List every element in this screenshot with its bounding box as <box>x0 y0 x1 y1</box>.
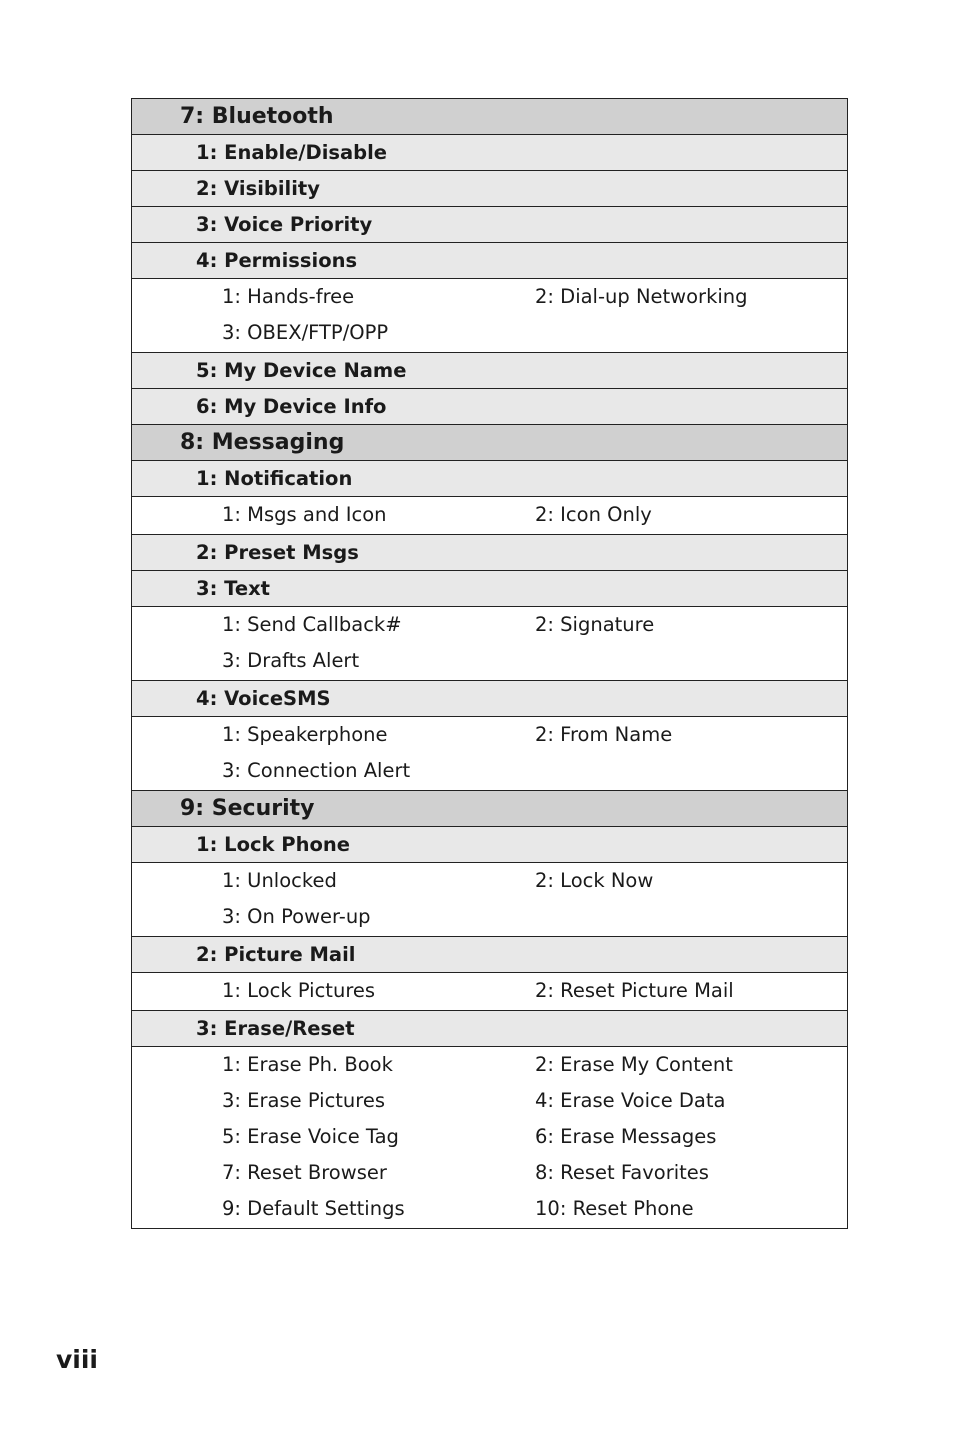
option-group <box>132 279 847 353</box>
option-item: 2: Dial-up Networking <box>535 285 748 308</box>
option-item: 2: From Name <box>535 723 673 746</box>
option-row <box>132 754 847 790</box>
option-group <box>132 497 847 535</box>
option-group <box>132 1047 847 1229</box>
option-item: 9: Default Settings <box>222 1197 405 1220</box>
submenu-heading: 6: My Device Info <box>132 389 847 425</box>
menu-heading: 7: Bluetooth <box>132 99 847 135</box>
submenu-heading: 3: Erase/Reset <box>132 1011 847 1047</box>
option-row <box>132 900 847 936</box>
option-row <box>132 1084 847 1120</box>
option-item: 2: Icon Only <box>535 503 652 526</box>
option-row <box>132 1048 847 1084</box>
option-item <box>535 644 847 680</box>
option-item: 2: Erase My Content <box>535 1053 733 1076</box>
option-item: 3: On Power-up <box>222 905 371 928</box>
submenu-heading: 4: Permissions <box>132 243 847 279</box>
option-row <box>132 718 847 754</box>
menu-heading: 9: Security <box>132 791 847 827</box>
option-item <box>535 316 847 352</box>
option-item: 3: Drafts Alert <box>222 649 360 672</box>
submenu-heading: 2: Visibility <box>132 171 847 207</box>
submenu-heading: 5: My Device Name <box>132 353 847 389</box>
option-item: 1: Send Callback# <box>222 613 402 636</box>
option-item: 5: Erase Voice Tag <box>222 1125 399 1148</box>
option-item: 7: Reset Browser <box>222 1161 387 1184</box>
option-row <box>132 608 847 644</box>
option-item: 3: OBEX/FTP/OPP <box>222 321 389 344</box>
option-item: 3: Erase Pictures <box>222 1089 386 1112</box>
option-row <box>132 280 847 316</box>
option-row <box>132 1156 847 1192</box>
submenu-heading: 3: Text <box>132 571 847 607</box>
option-item: 8: Reset Favorites <box>535 1161 709 1184</box>
option-item: 1: Speakerphone <box>222 723 388 746</box>
submenu-heading: 1: Lock Phone <box>132 827 847 863</box>
option-item: 4: Erase Voice Data <box>535 1089 726 1112</box>
option-item: 1: Lock Pictures <box>222 979 376 1002</box>
option-item: 6: Erase Messages <box>535 1125 717 1148</box>
submenu-heading: 3: Voice Priority <box>132 207 847 243</box>
option-item: 1: Unlocked <box>222 869 337 892</box>
submenu-heading: 4: VoiceSMS <box>132 681 847 717</box>
option-row <box>132 498 847 534</box>
option-row <box>132 316 847 352</box>
page-number: viii <box>56 1345 99 1374</box>
option-row <box>132 864 847 900</box>
option-row <box>132 1120 847 1156</box>
submenu-heading: 1: Enable/Disable <box>132 135 847 171</box>
option-item <box>535 900 847 936</box>
option-row <box>132 974 847 1010</box>
option-row <box>132 644 847 680</box>
option-item: 2: Reset Picture Mail <box>535 979 734 1002</box>
menu-heading: 8: Messaging <box>132 425 847 461</box>
option-item: 1: Msgs and Icon <box>222 503 387 526</box>
submenu-heading: 1: Notification <box>132 461 847 497</box>
submenu-heading: 2: Picture Mail <box>132 937 847 973</box>
option-item: 2: Signature <box>535 613 655 636</box>
option-item: 3: Connection Alert <box>222 759 411 782</box>
option-item: 2: Lock Now <box>535 869 654 892</box>
option-row <box>132 1192 847 1228</box>
option-item <box>535 754 847 790</box>
option-group <box>132 717 847 791</box>
option-group <box>132 973 847 1011</box>
option-item: 1: Hands-free <box>222 285 355 308</box>
option-group <box>132 863 847 937</box>
menu-table <box>131 98 848 1229</box>
option-item: 10: Reset Phone <box>535 1197 694 1220</box>
option-group <box>132 607 847 681</box>
submenu-heading: 2: Preset Msgs <box>132 535 847 571</box>
option-item: 1: Erase Ph. Book <box>222 1053 393 1076</box>
